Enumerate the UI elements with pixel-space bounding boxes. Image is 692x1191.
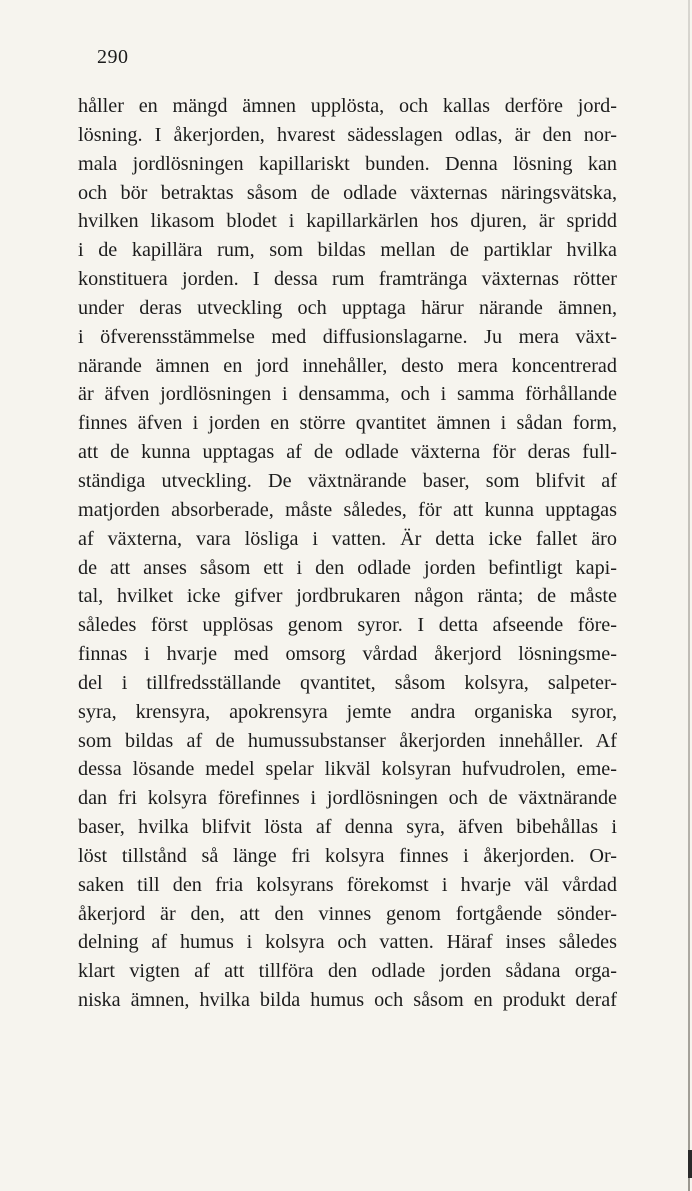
text-line: del i tillfredsställande qvantitet, såsom kolsyra, salpeter- (78, 671, 617, 694)
page-edge-rule (688, 0, 690, 1191)
page-number: 290 (97, 46, 129, 68)
text-line: finnes äfven i jorden en större qvantitet ämnen i sådan form, (78, 412, 617, 435)
text-line: lösning. I åkerjorden, hvarest sädesslagen odlas, är den nor- (78, 123, 617, 146)
text-line: hvilken likasom blodet i kapillarkärlen hos djuren, är spridd (78, 210, 617, 233)
text-line: närande ämnen en jord innehåller, desto mera koncentrerad (78, 354, 617, 377)
text-line: baser, hvilka blifvit lösta af denna syra, äfven bibehållas i (78, 816, 617, 839)
text-line: mala jordlösningen kapillariskt bunden. Denna lösning kan (78, 152, 617, 175)
text-line: således först upplösas genom syror. I detta afseende före- (78, 614, 617, 637)
text-line: i de kapillära rum, som bildas mellan de partiklar hvilka (78, 239, 617, 262)
text-line: finnas i hvarje med omsorg vårdad åkerjord lösningsme- (78, 643, 617, 666)
text-line: dessa lösande medel spelar likväl kolsyran hufvudrolen, eme- (78, 758, 617, 781)
text-line: är äfven jordlösningen i densamma, och i samma förhållande (78, 383, 617, 406)
text-line: under deras utveckling och upptaga härur närande ämnen, (78, 296, 617, 319)
text-line: dan fri kolsyra förefinnes i jordlösningen och de växtnärande (78, 787, 617, 810)
text-line: åkerjord är den, att den vinnes genom fortgående sönder- (78, 902, 617, 925)
body-text (78, 92, 617, 1015)
text-line: och bör betraktas såsom de odlade växternas näringsvätska, (78, 181, 617, 204)
text-line: syra, krensyra, apokrensyra jemte andra organiska syror, (78, 700, 617, 723)
text-line: ständiga utveckling. De växtnärande baser, som blifvit af (78, 469, 617, 492)
text-line: i öfverensstämmelse med diffusionslagarne. Ju mera växt- (78, 325, 617, 348)
text-line: konstituera jorden. I dessa rum framtränga växternas rötter (78, 268, 617, 291)
text-line: löst tillstånd så länge fri kolsyra finnes i åkerjorden. Or- (78, 844, 617, 867)
text-line: att de kunna upptagas af de odlade växterna för deras full- (78, 441, 617, 464)
text-line: niska ämnen, hvilka bilda humus och såsom en produkt deraf (78, 989, 617, 1012)
text-line: delning af humus i kolsyra och vatten. Häraf inses således (78, 931, 617, 954)
page-edge-mark (688, 1150, 692, 1178)
text-line: tal, hvilket icke gifver jordbrukaren någon ränta; de måste (78, 585, 617, 608)
text-line: klart vigten af att tillföra den odlade jorden sådana orga- (78, 960, 617, 983)
text-line: saken till den fria kolsyrans förekomst i hvarje väl vårdad (78, 873, 617, 896)
text-line: af växterna, vara lösliga i vatten. Är detta icke fallet äro (78, 527, 617, 550)
text-line: som bildas af de humussubstanser åkerjorden innehåller. Af (78, 729, 617, 752)
text-line: matjorden absorberade, måste således, för att kunna upptagas (78, 498, 617, 521)
text-line: de att anses såsom ett i den odlade jorden befintligt kapi- (78, 556, 617, 579)
text-line: håller en mängd ämnen upplösta, och kallas derföre jord- (78, 95, 617, 117)
